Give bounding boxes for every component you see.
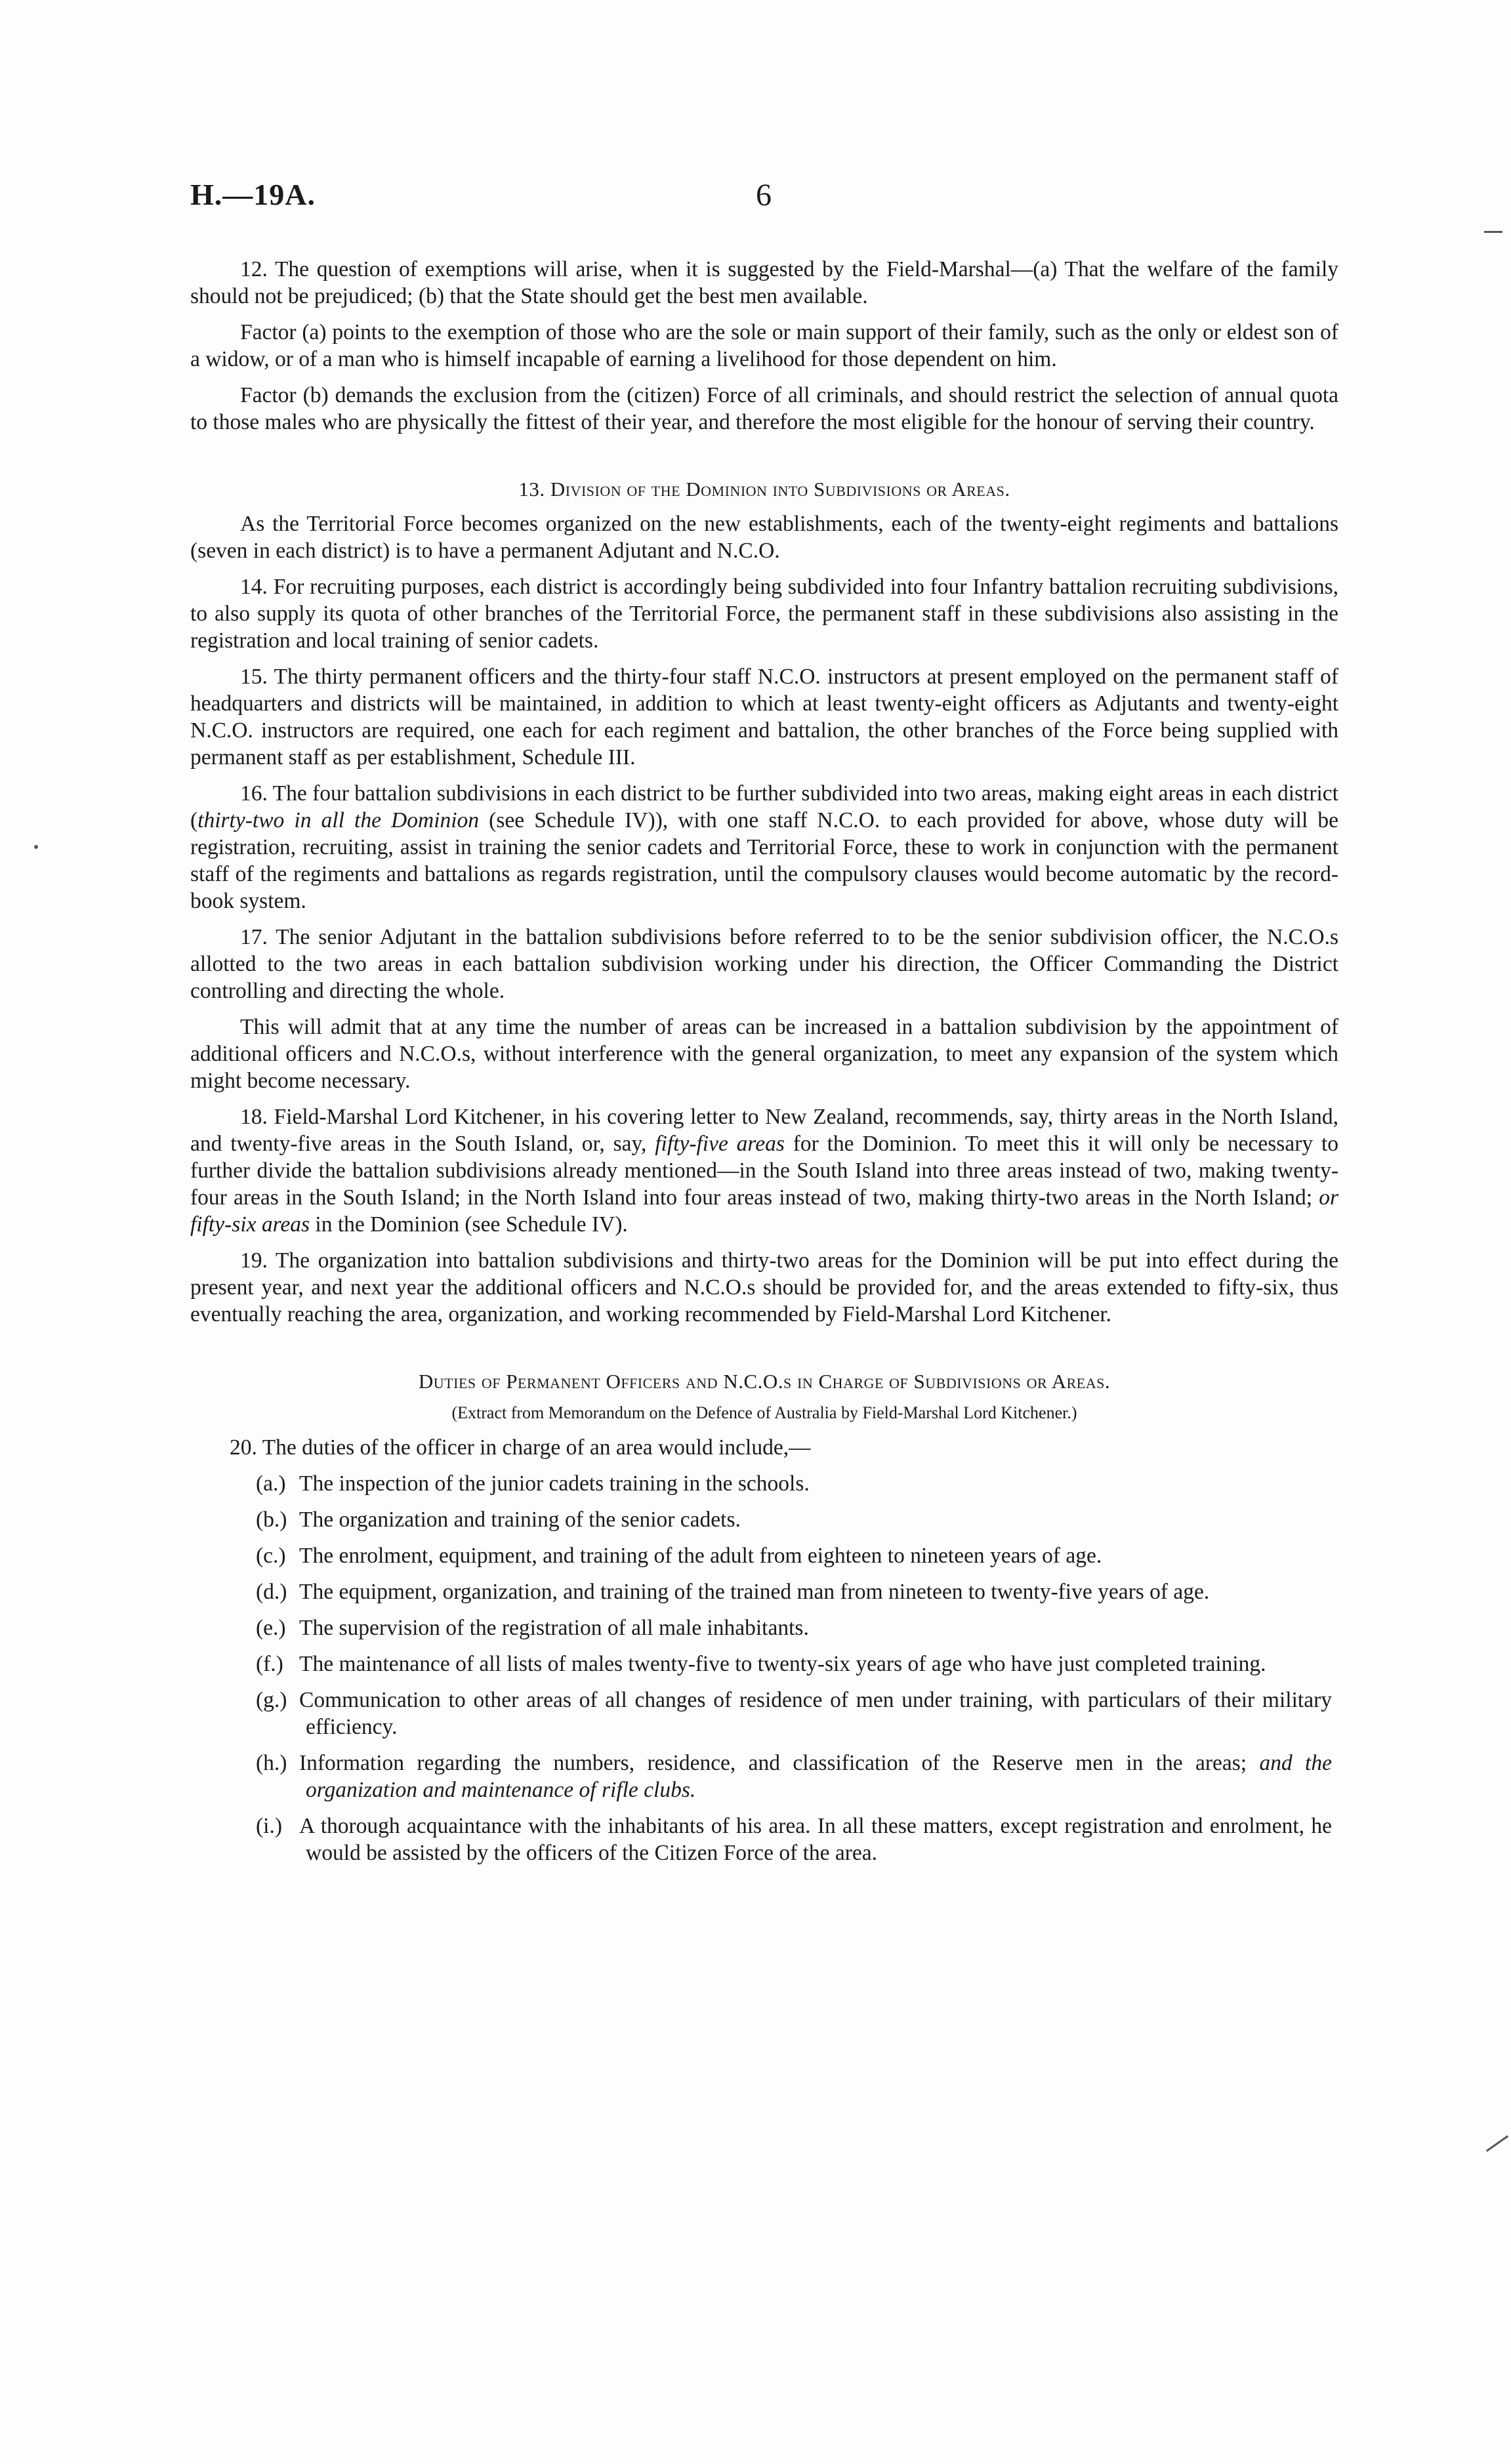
scan-edge-mark-left bbox=[34, 845, 38, 849]
list-item bbox=[256, 1542, 1338, 1569]
paragraph-15: 15. The thirty permanent officers and the thirty-four staff N.C.O. instructors at present employed on the permanent staff of headquarters and districts will be maintained, in addition to which at least twenty-eight officers as Adjutants and twenty-eight N.C.O. instructors are required, one each for each regiment and battalion, the other branches of the Force being supplied with permanent staff as per establishment, Schedule III. bbox=[190, 665, 1338, 770]
list-item bbox=[256, 1614, 1338, 1641]
paragraph-17: 17. The senior Adjutant in the battalion subdivisions before referred to to be the senior subdivision officer, the N.C.O.s allotted to the two areas in each battalion subdivision working under his direction, the Officer Commanding the District controlling and directing the whole. bbox=[190, 925, 1338, 1003]
paragraph-13: As the Territorial Force becomes organized on the new establishments, each of the twenty-eight regiments and battalions (seven in each district) is to have a permanent Adjutant and N.C.O. bbox=[190, 512, 1338, 563]
duties-heading: Duties of Permanent Officers and N.C.O.s in Charge of Subdivisions or Areas. bbox=[418, 1370, 1111, 1393]
extract-note: (Extract from Memorandum on the Defence of Australia by Field-Marshal Lord Kitchener.) bbox=[451, 1403, 1077, 1422]
list-item bbox=[256, 1651, 1338, 1677]
list-item-italic: and the organization and maintenance of rifle clubs. bbox=[306, 1751, 1332, 1802]
paragraph-16-part-b: (see Schedule IV)), with one staff N.C.O. to each provided for above, whose duty will be registration, recruiting, assist in training the senior cadets and Territorial Force, these to work in conjunction with the permanent staff of the regiments and battalions as regards registration, until the compulsory clauses would become automatic by the record-book system. bbox=[190, 808, 1338, 913]
duties-list bbox=[190, 1470, 1338, 1866]
paragraph-18-part-a: 18. Field-Marshal Lord Kitchener, in his covering letter to New Zealand, recommends, say, thirty areas in the North Island, and twenty-five areas in the South Island, or, say, bbox=[190, 1105, 1338, 1156]
paragraph-16 bbox=[190, 780, 1338, 914]
list-item-text: A thorough acquaintance with the inhabitants of his area. In all these matters, except registration and enrolment, he would be assisted by the officers of the Citizen Force of the area. bbox=[299, 1814, 1332, 1865]
page-header bbox=[190, 177, 1338, 230]
list-item bbox=[256, 1687, 1338, 1740]
page-number: 6 bbox=[756, 178, 772, 213]
paragraph-18-part-b: for the Dominion. To meet this it will only be necessary to further divide the battalion subdivisions already mentioned—in the South Island into three areas instead of two, making twenty-four areas in the South Island; in the North Island into four areas instead of two, making thirty-two areas in the North Island; bbox=[190, 1132, 1338, 1210]
paragraph-19: 19. The organization into battalion subdivisions and thirty-two areas for the Dominion will be put into effect during the present year, and next year the additional officers and N.C.O.s should be provided for, and the areas extended to fifty-six, thus eventually reaching the area, organization, and working recommended by Field-Marshal Lord Kitchener. bbox=[190, 1248, 1338, 1326]
paragraph-18 bbox=[190, 1103, 1338, 1238]
list-item-mark: (i.) bbox=[256, 1814, 282, 1838]
list-item-text: The equipment, organization, and training of the trained man from nineteen to twenty-five years of age. bbox=[299, 1580, 1210, 1604]
list-item-text: The inspection of the junior cadets training in the schools. bbox=[299, 1471, 810, 1496]
paragraph-18-part-c: in the Dominion (see Schedule IV). bbox=[310, 1212, 628, 1237]
list-item-text: Communication to other areas of all changes of residence of men under training, with particulars of their military efficiency. bbox=[299, 1688, 1332, 1739]
paragraph-12: 12. The question of exemptions will arise, when it is suggested by the Field-Marshal—(a) That the welfare of the family should not be prejudiced; (b) that the State should get the best men available. bbox=[190, 257, 1338, 308]
list-item-text: The enrolment, equipment, and training of the adult from eighteen to nineteen years of age. bbox=[299, 1544, 1102, 1568]
list-item-mark: (c.) bbox=[256, 1544, 286, 1568]
list-item bbox=[256, 1750, 1338, 1803]
list-item-text: The maintenance of all lists of males twenty-five to twenty-six years of age who have just completed training. bbox=[299, 1652, 1266, 1676]
paragraph-14: 14. For recruiting purposes, each district is accordingly being subdivided into four Infantry battalion recruiting subdivisions, to also supply its quota of other branches of the Territorial Force, the permanent staff in these subdivisions also assisting in the registration and local training of senior cadets. bbox=[190, 575, 1338, 653]
list-item bbox=[256, 1813, 1338, 1866]
list-item-text: The supervision of the registration of all male inhabitants. bbox=[299, 1616, 809, 1640]
list-item-mark: (d.) bbox=[256, 1580, 287, 1604]
section-13-heading: 13. Division of the Dominion into Subdivisions or Areas. bbox=[518, 478, 1010, 501]
document-reference: H.—19A. bbox=[190, 178, 316, 211]
list-item-mark: (e.) bbox=[256, 1616, 286, 1640]
paragraph-17-continued: This will admit that at any time the number of areas can be increased in a battalion subdivision by the appointment of additional officers and N.C.O.s, without interference with the general organization, to meet any expansion of the system which might become necessary. bbox=[190, 1015, 1338, 1093]
list-item-mark: (g.) bbox=[256, 1688, 287, 1712]
list-item-mark: (a.) bbox=[256, 1471, 286, 1496]
document-page bbox=[190, 177, 1338, 1876]
list-item-mark: (f.) bbox=[256, 1652, 283, 1676]
list-item-text: The organization and training of the senior cadets. bbox=[299, 1508, 741, 1532]
paragraph-18-italic-2: or fifty-six areas bbox=[190, 1185, 1338, 1237]
list-item-mark: (b.) bbox=[256, 1508, 287, 1532]
paragraph-20: 20. The duties of the officer in charge of an area would include,— bbox=[230, 1435, 811, 1460]
scan-edge-mark-right-lower bbox=[1486, 2135, 1508, 2152]
list-item bbox=[256, 1578, 1338, 1605]
paragraph-16-italic: thirty-two in all the Dominion bbox=[197, 808, 480, 832]
list-item-mark: (h.) bbox=[256, 1751, 287, 1775]
list-item bbox=[256, 1470, 1338, 1497]
paragraph-16-part-a: 16. The four battalion subdivisions in each district to be further subdivided into two areas, making eight areas in each district ( bbox=[190, 781, 1338, 832]
list-item-text: Information regarding the numbers, residence, and classification of the Reserve men in the areas; bbox=[299, 1751, 1247, 1775]
paragraph-factor-b: Factor (b) demands the exclusion from the (citizen) Force of all criminals, and should restrict the selection of annual quota to those males who are physically the fittest of their year, and therefore the most eligible for the honour of serving their country. bbox=[190, 383, 1338, 434]
paragraph-18-italic-1: fifty-five areas bbox=[655, 1132, 785, 1156]
paragraph-factor-a: Factor (a) points to the exemption of those who are the sole or main support of their family, such as the only or eldest son of a widow, or of a man who is himself incapable of earning a livelihood for those dependent on him. bbox=[190, 320, 1338, 371]
list-item bbox=[256, 1506, 1338, 1533]
scan-edge-mark-right bbox=[1484, 231, 1502, 233]
